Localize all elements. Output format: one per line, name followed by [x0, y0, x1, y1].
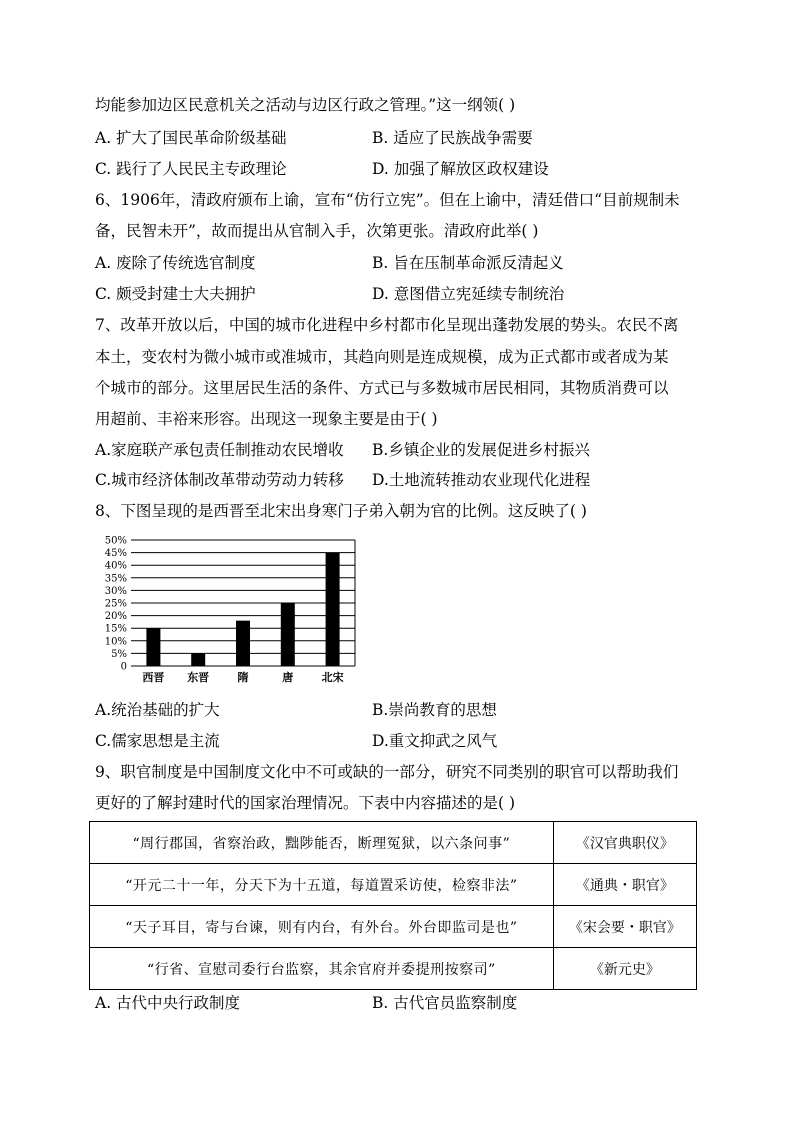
q8-option-c: C.儒家思想是主流	[95, 732, 220, 750]
table-quote: “天子耳目，寄与台谏，则有内台，有外台。外台即监司是也”	[90, 906, 554, 948]
q5-option-b: B. 适应了民族战争需要	[372, 129, 533, 147]
table-source: 《宋会要・职官》	[553, 906, 696, 948]
chart-x-tick-label: 东晋	[187, 671, 210, 684]
q7-option-a: A.家庭联产承包责任制推动农民增收	[95, 441, 344, 459]
q7-stem-line3: 个城市的部分。这里居民生活的条件、方式已与多数城市居民相同，其物质消费可以	[95, 379, 669, 397]
chart-y-tick-label: 15%	[104, 623, 127, 635]
table-row	[90, 822, 697, 864]
chart-y-tick-label: 0	[120, 661, 127, 673]
table-quote: “行省、宣慰司委行台监察，其余官府并委提刑按察司”	[90, 948, 554, 990]
chart-bar	[191, 653, 205, 666]
q6-option-a: A. 废除了传统选官制度	[95, 254, 256, 272]
chart-y-tick-label: 25%	[104, 598, 127, 610]
q5-option-a: A. 扩大了国民革命阶级基础	[95, 129, 287, 147]
q6-option-d: D. 意图借立宪延续专制统治	[372, 285, 565, 303]
table-quote: “周行郡国，省察治政，黜陟能否，断理冤狱，以六条问事”	[90, 822, 554, 864]
chart-y-tick-label: 45%	[104, 548, 127, 560]
table-source: 《汉官典职仪》	[553, 822, 696, 864]
chart-x-tick-label: 隋	[237, 671, 249, 684]
chart-bar	[236, 621, 250, 666]
chart-y-tick-label: 40%	[104, 560, 127, 572]
q8-option-a: A.统治基础的扩大	[95, 701, 220, 719]
q7-option-b: B.乡镇企业的发展促进乡村振兴	[372, 441, 590, 459]
table-source: 《新元史》	[553, 948, 696, 990]
q7-option-d: D.土地流转推动农业现代化进程	[372, 471, 591, 489]
table-source: 《通典・职官》	[553, 864, 696, 906]
chart-y-tick-label: 30%	[104, 585, 127, 597]
table-row	[90, 948, 697, 990]
table-row	[90, 864, 697, 906]
chart-y-tick-label: 50%	[104, 535, 127, 547]
q8-bar-chart	[95, 534, 375, 686]
q7-stem-line4: 用超前、丰裕来形容。出现这一现象主要是由于( )	[95, 410, 438, 428]
q6-stem-line1: 6、1906年，清政府颁布上谕，宣布“仿行立宪”。但在上谕中，清廷借口“目前规制未	[95, 191, 680, 209]
q6-stem-line2: 备，民智未开”，故而提出从官制入手，次第更张。清政府此举( )	[95, 222, 539, 240]
q8-stem-line1: 8、下图呈现的是西晋至北宋出身寒门子弟入朝为官的比例。这反映了( )	[95, 502, 587, 520]
q6-option-b: B. 旨在压制革命派反清起义	[372, 254, 564, 272]
q8-option-b: B.崇尚教育的思想	[372, 701, 497, 719]
chart-bar	[281, 603, 295, 666]
q7-option-c: C.城市经济体制改革带动劳动力转移	[95, 471, 344, 489]
q9-stem-line1: 9、职官制度是中国制度文化中不可或缺的一部分，研究不同类别的职官可以帮助我们	[95, 763, 679, 781]
chart-bar	[326, 553, 340, 666]
q9-stem-line2: 更好的了解封建时代的国家治理情况。下表中内容描述的是( )	[95, 794, 516, 812]
q6-option-c: C. 颇受封建士大夫拥护	[95, 285, 256, 303]
q5-option-d: D. 加强了解放区政权建设	[372, 160, 549, 178]
chart-bar	[146, 628, 160, 666]
chart-x-tick-label: 西晋	[142, 671, 165, 684]
chart-y-tick-label: 5%	[111, 648, 127, 660]
chart-y-tick-label: 10%	[104, 636, 127, 648]
q9-source-table	[89, 821, 697, 990]
table-quote: “开元二十一年，分天下为十五道，每道置采访使，检察非法”	[90, 864, 554, 906]
q9-option-a: A. 古代中央行政制度	[95, 994, 241, 1012]
chart-y-tick-label: 35%	[104, 573, 127, 585]
q5-option-c: C. 践行了人民民主专政理论	[95, 160, 287, 178]
q7-stem-line1: 7、改革开放以后，中国的城市化进程中乡村都市化呈现出蓬勃发展的势头。农民不离	[95, 316, 679, 334]
chart-y-tick-label: 20%	[104, 611, 127, 623]
q7-stem-line2: 本土，变农村为微小城市或准城市，其趋向则是连成规模，成为正式都市或者成为某	[95, 348, 669, 366]
chart-x-tick-label: 北宋	[321, 671, 344, 684]
q8-option-d: D.重文抑武之风气	[372, 732, 498, 750]
chart-x-tick-label: 唐	[282, 671, 294, 684]
q5-stem-tail: 均能参加边区民意机关之活动与边区行政之管理。”这一纲领( )	[95, 96, 516, 114]
q9-option-b: B. 古代官员监察制度	[372, 994, 518, 1012]
table-row	[90, 906, 697, 948]
